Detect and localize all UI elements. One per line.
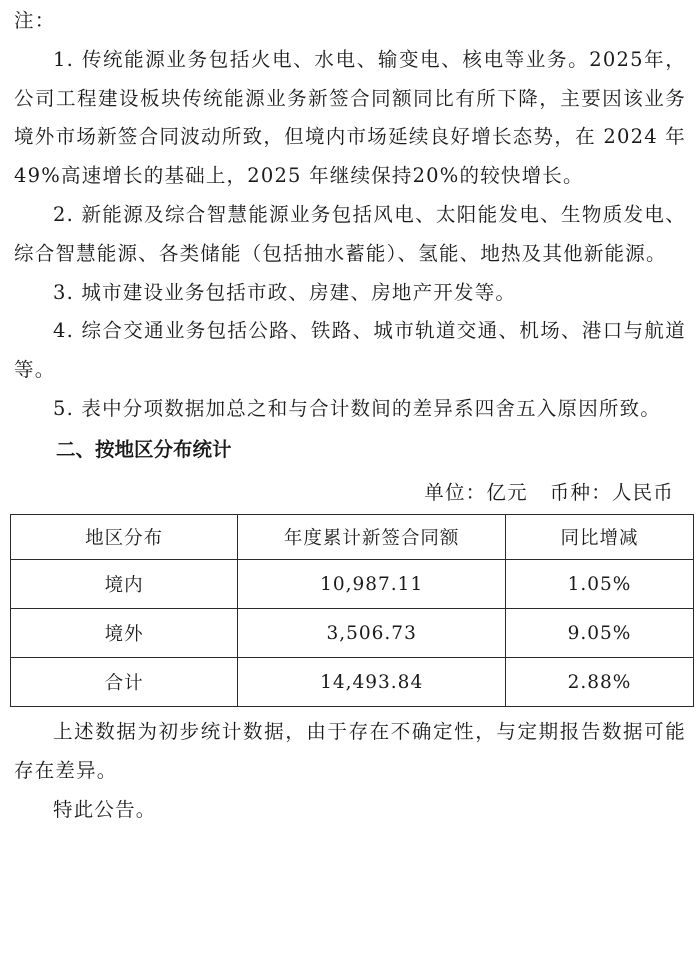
region-stats-table bbox=[10, 514, 694, 707]
notes-label: 注： bbox=[14, 9, 56, 32]
cell-change: 9.05% bbox=[505, 609, 693, 658]
note-item-2: 2. 新能源及综合智慧能源业务包括风电、太阳能发电、生物质发电、综合智慧能源、各类储能（包括抽水蓄能）、氢能、地热及其他新能源。 bbox=[14, 202, 686, 265]
cell-amount: 3,506.73 bbox=[238, 609, 506, 658]
header-yoy-change: 同比增减 bbox=[505, 515, 693, 560]
note-item-5: 5. 表中分项数据加总之和与合计数间的差异系四舍五入原因所致。 bbox=[53, 396, 662, 420]
closing-text: 特此公告。 bbox=[53, 797, 157, 821]
table-row bbox=[11, 658, 694, 707]
cell-region: 合计 bbox=[11, 658, 238, 707]
table-row bbox=[11, 560, 694, 609]
cell-region: 境内 bbox=[11, 560, 238, 609]
cell-change: 1.05% bbox=[505, 560, 693, 609]
unit-label: 单位：亿元 bbox=[424, 480, 528, 504]
section-heading: 二、按地区分布统计 bbox=[56, 437, 232, 461]
note-item-3: 3. 城市建设业务包括市政、房建、房地产开发等。 bbox=[53, 280, 517, 304]
cell-change: 2.88% bbox=[505, 658, 693, 707]
note-item-4: 4. 综合交通业务包括公路、铁路、城市轨道交通、机场、港口与航道等。 bbox=[14, 319, 686, 382]
header-contract-amount: 年度累计新签合同额 bbox=[238, 515, 506, 560]
note-item-1: 1. 传统能源业务包括火电、水电、输变电、核电等业务。2025年，公司工程建设板块传统能源业务新签合同额同比有所下降，主要因该业务境外市场新签合同波动所致，但境内市场延续良好增长态势，在 2024 年 49%高速增长的基础上，2025 年继续保持20%的较快增长。 bbox=[14, 47, 686, 188]
currency-label: 币种：人民币 bbox=[549, 480, 674, 504]
unit-line bbox=[14, 474, 686, 513]
table-row bbox=[11, 609, 694, 658]
header-region: 地区分布 bbox=[11, 515, 238, 560]
cell-region: 境外 bbox=[11, 609, 238, 658]
cell-amount: 14,493.84 bbox=[238, 658, 506, 707]
disclaimer-text: 上述数据为初步统计数据，由于存在不确定性，与定期报告数据可能存在差异。 bbox=[14, 720, 686, 783]
cell-amount: 10,987.11 bbox=[238, 560, 506, 609]
table-header-row bbox=[11, 515, 694, 560]
